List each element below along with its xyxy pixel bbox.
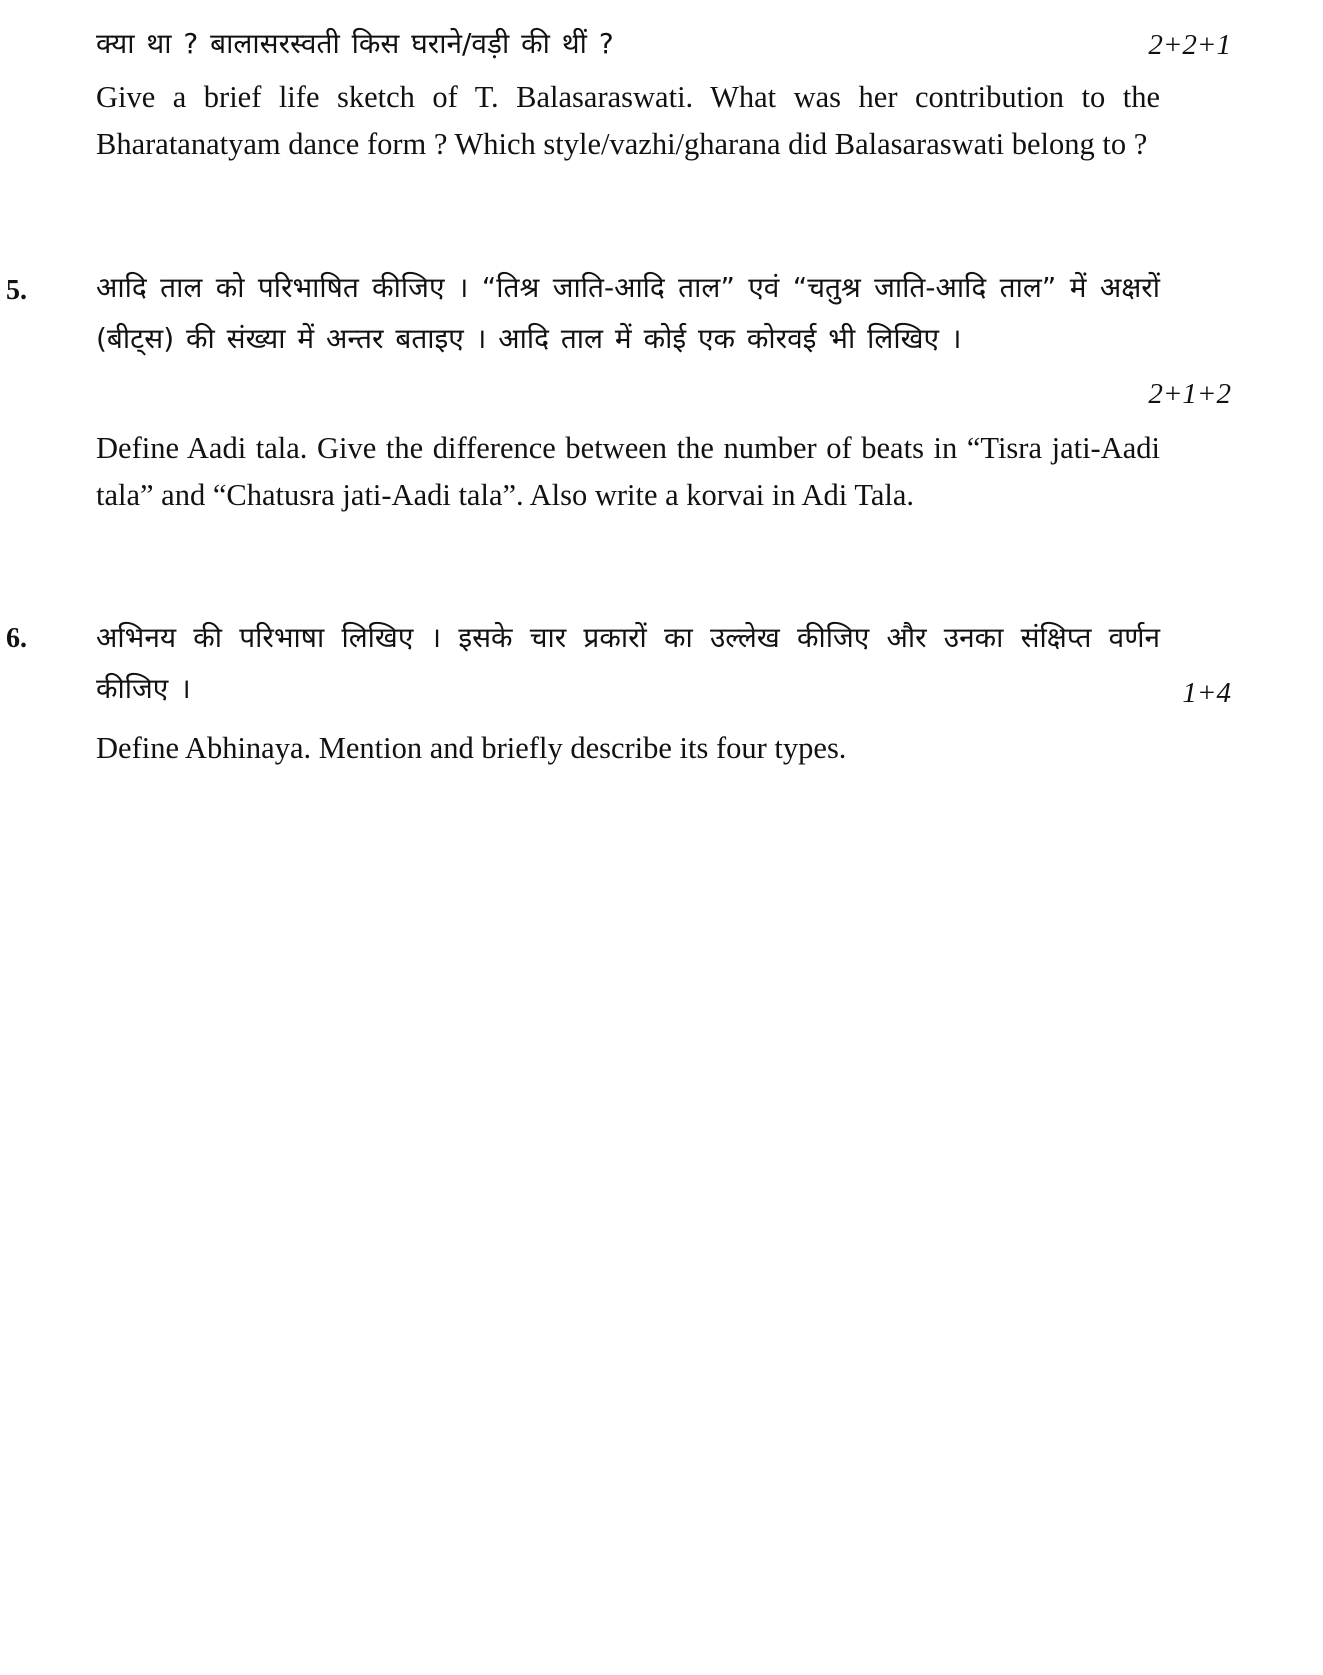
question-marks: 2+2+1 — [1148, 29, 1231, 61]
question-english-text: Define Aadi tala. Give the difference between the number of beats in “Tisra jati-Aadi tala” and “Chatusra jati-Aadi tala”. Also write a korvai in Adi Tala. — [96, 431, 1160, 512]
question-number: 5. — [6, 275, 27, 306]
question-hindi-text: अभिनय की परिभाषा लिखिए । इसके चार प्रकारों का उल्लेख कीजिए और उनका संक्षिप्त वर्णन कीजिए । — [96, 621, 1160, 705]
question-number: 6. — [6, 623, 27, 654]
question-marks: 2+1+2 — [1148, 378, 1231, 410]
question-english-text: Give a brief life sketch of T. Balasaraswati. What was her contribution to the Bharatanatyam dance form ? Which style/vazhi/gharana did Balasaraswati belong to ? — [96, 80, 1160, 161]
question-hindi-text: क्या था ? बालासरस्वती किस घराने/वड़ी की थीं ? — [96, 27, 614, 60]
question-english-text: Define Abhinaya. Mention and briefly describe its four types. — [96, 731, 847, 765]
question-hindi-text: आदि ताल को परिभाषित कीजिए । “तिश्र जाति-आदि ताल” एवं “चतुश्र जाति-आदि ताल” में अक्षरों (बीट्स) की संख्या में अन्तर बताइए । आदि ताल में कोई एक कोरवई भी लिखिए । — [96, 271, 1160, 355]
question-marks: 1+4 — [1182, 677, 1231, 709]
